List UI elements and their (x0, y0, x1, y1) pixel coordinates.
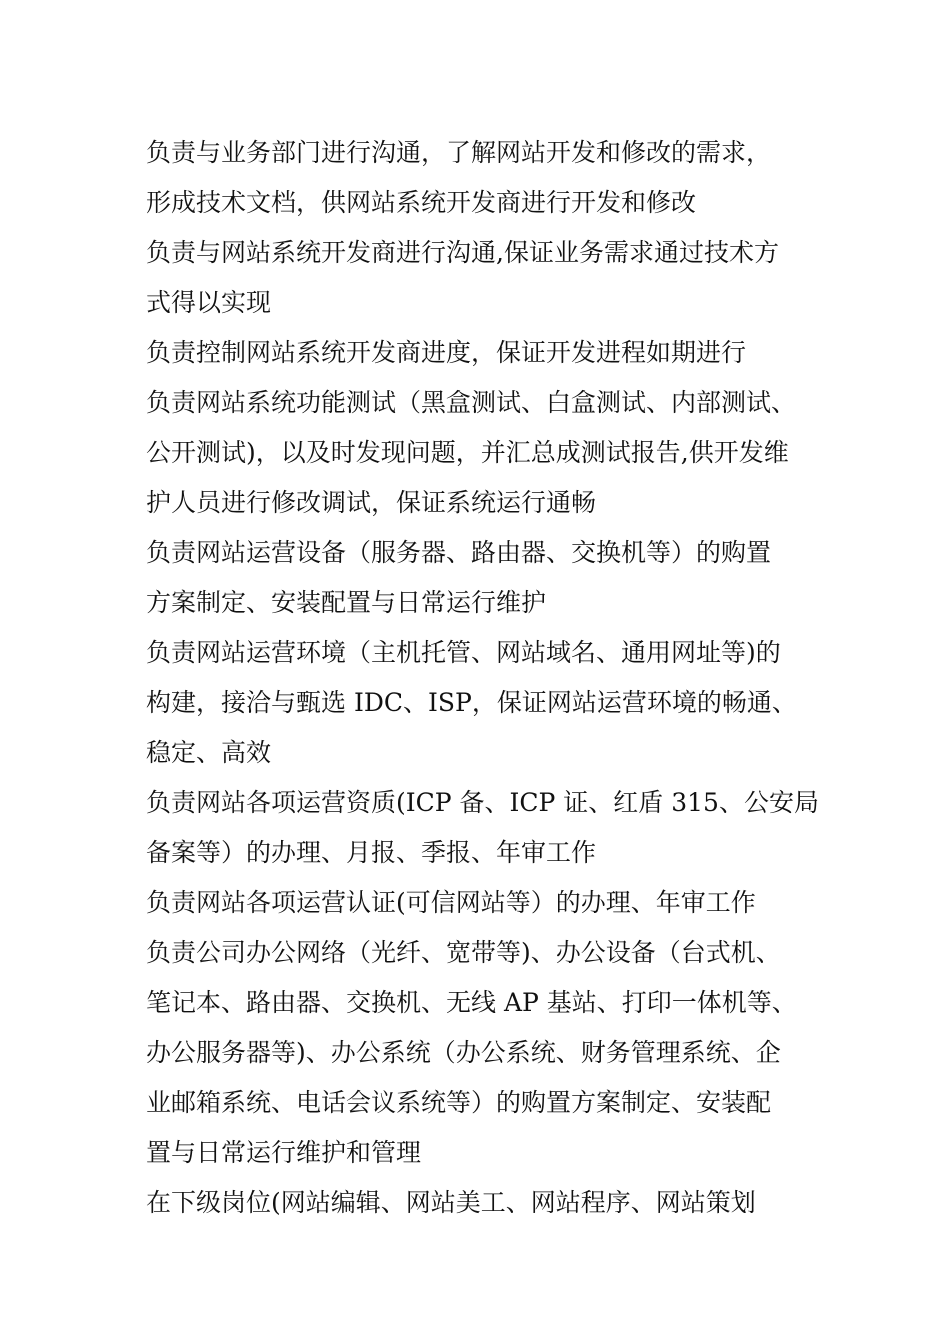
text-line: 负责控制网站系统开发商进度，保证开发进程如期进行 (146, 338, 747, 367)
text-line: 负责网站运营环境（主机托管、网站域名、通用网址等)的 (146, 638, 781, 667)
text-line: 构建，接洽与甄选 IDC、ISP，保证网站运营环境的畅通、 (146, 688, 797, 717)
text-line: 负责与网站系统开发商进行沟通,保证业务需求通过技术方 (146, 238, 779, 267)
document-body (146, 128, 826, 1228)
text-line: 负责公司办公网络（光纤、宽带等)、办公设备（台式机、 (146, 938, 781, 967)
text-line: 式得以实现 (146, 288, 272, 317)
text-line: 备案等）的办理、月报、季报、年审工作 (146, 838, 597, 867)
text-line: 在下级岗位(网站编辑、网站美工、网站程序、网站策划 (146, 1188, 756, 1217)
text-line: 形成技术文档，供网站系统开发商进行开发和修改 (146, 188, 697, 217)
text-line: 置与日常运行维护和管理 (146, 1138, 422, 1167)
text-line: 负责网站运营设备（服务器、路由器、交换机等）的购置 (146, 538, 772, 567)
text-line: 公开测试)，以及时发现问题，并汇总成测试报告,供开发维 (146, 438, 789, 467)
text-line: 稳定、高效 (146, 738, 272, 767)
text-line: 业邮箱系统、电话会议系统等）的购置方案制定、安装配 (146, 1088, 772, 1117)
text-line: 负责网站各项运营认证(可信网站等）的办理、年审工作 (146, 888, 756, 917)
text-line: 护人员进行修改调试，保证系统运行通畅 (146, 488, 597, 517)
text-line: 负责网站各项运营资质(ICP 备、ICP 证、红盾 315、公安局 (146, 788, 819, 817)
text-line: 办公服务器等)、办公系统（办公系统、财务管理系统、企 (146, 1038, 781, 1067)
text-line: 负责网站系统功能测试（黑盒测试、白盒测试、内部测试、 (146, 388, 797, 417)
text-line: 笔记本、路由器、交换机、无线 AP 基站、打印一体机等、 (146, 988, 797, 1017)
text-line: 方案制定、安装配置与日常运行维护 (146, 588, 547, 617)
text-line: 负责与业务部门进行沟通，了解网站开发和修改的需求， (146, 138, 772, 167)
